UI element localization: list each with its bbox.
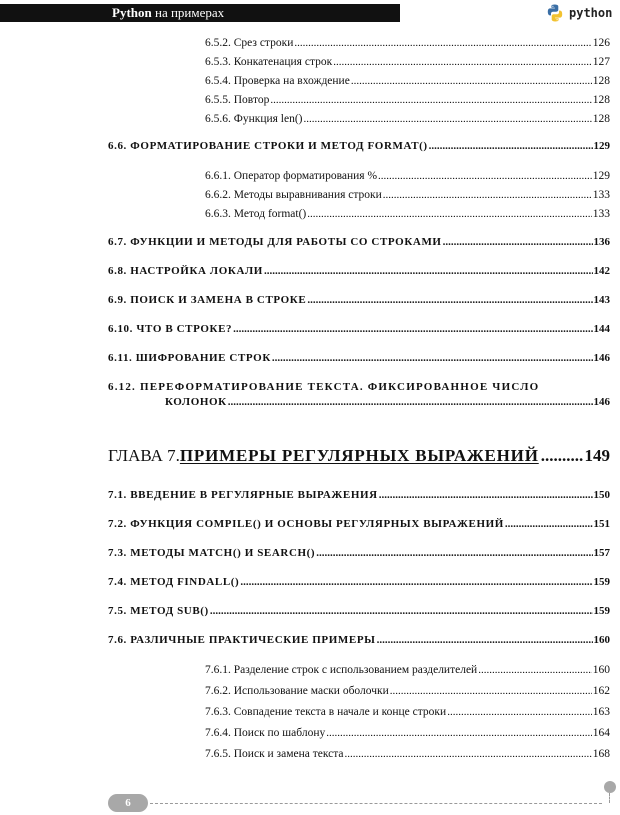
python-brand <box>545 3 612 23</box>
leader-dots <box>304 113 592 125</box>
leader-dots <box>447 706 592 718</box>
toc-section-label: 6.10. ЧТО В СТРОКЕ? <box>108 323 233 335</box>
toc-section-label: 6.8. НАСТРОЙКА ЛОКАЛИ <box>108 265 263 277</box>
toc-entry-page: 128 <box>592 75 610 87</box>
toc-section-label-line2: КОЛОНОК <box>165 396 227 408</box>
leader-dots <box>429 140 593 152</box>
toc-entry-6-5-3[interactable] <box>205 56 610 68</box>
toc-section-6-11[interactable] <box>108 352 610 364</box>
toc-entry-7-6-3[interactable] <box>205 706 610 718</box>
toc-section-label: 6.9. ПОИСК И ЗАМЕНА В СТРОКЕ <box>108 294 307 306</box>
toc-entry-page: 133 <box>592 208 610 220</box>
toc-section-page: 144 <box>593 323 610 335</box>
toc-entry-page: 162 <box>592 685 610 697</box>
toc-entry-label: 6.5.5. Повтор <box>205 94 270 106</box>
toc-entry-label: 7.6.2. Использование маски оболочки <box>205 685 389 697</box>
toc-entry-page: 129 <box>592 170 610 182</box>
toc-section-6-10[interactable] <box>108 323 610 335</box>
toc-entry-6-5-6[interactable] <box>205 113 610 125</box>
leader-dots <box>228 396 593 408</box>
toc-section-label: 7.6. РАЗЛИЧНЫЕ ПРАКТИЧЕСКИЕ ПРИМЕРЫ <box>108 634 376 646</box>
toc-entry-page: 160 <box>592 664 610 676</box>
toc-section-page: 151 <box>593 518 610 530</box>
toc-chapter-7[interactable] <box>108 446 610 466</box>
toc-section-page: 157 <box>593 547 610 559</box>
toc-entry-6-6-2[interactable] <box>205 189 610 201</box>
toc-section-label: 7.1. ВВЕДЕНИЕ В РЕГУЛЯРНЫЕ ВЫРАЖЕНИЯ <box>108 489 378 501</box>
toc-section-label: 7.5. МЕТОД SUB() <box>108 605 209 617</box>
header-title-rest: на примерах <box>151 5 225 20</box>
toc-entry-7-6-4[interactable] <box>205 727 610 739</box>
toc-entry-label: 6.6.2. Методы выравнивания строки <box>205 189 382 201</box>
toc-entry-label: 7.6.4. Поиск по шаблону <box>205 727 326 739</box>
toc-section-page: 143 <box>593 294 610 306</box>
toc-entry-6-5-5[interactable] <box>205 94 610 106</box>
toc-section-line2 <box>108 396 610 408</box>
toc-section-label-line1: 6.12. ПЕРЕФОРМАТИРОВАНИЕ ТЕКСТА. ФИКСИРОВАННОЕ ЧИСЛО <box>108 381 540 393</box>
leader-dots <box>240 576 592 588</box>
leader-dots <box>307 294 592 306</box>
leader-dots <box>505 518 593 530</box>
toc-section-label: 7.3. МЕТОДЫ MATCH() И SEARCH() <box>108 547 316 559</box>
leader-dots <box>264 265 593 277</box>
toc-section-label: 6.11. ШИФРОВАНИЕ СТРОК <box>108 352 271 364</box>
toc-entry-label: 6.5.2. Срез строки <box>205 37 294 49</box>
toc-section-page: 150 <box>593 489 610 501</box>
toc-entry-page: 163 <box>592 706 610 718</box>
footer-dashed-line <box>150 803 602 804</box>
leader-dots <box>541 446 583 466</box>
page-number-badge: 6 <box>108 794 148 812</box>
toc-section-6-7[interactable] <box>108 236 610 248</box>
header-title-bold: Python <box>112 5 152 20</box>
toc-entry-label: 6.5.3. Конкатенация строк <box>205 56 333 68</box>
leader-dots <box>316 547 592 559</box>
toc-section-page: 146 <box>593 396 610 408</box>
toc-section-7-2[interactable] <box>108 518 610 530</box>
leader-dots <box>210 605 593 617</box>
toc-section-page: 146 <box>593 352 610 364</box>
toc-section-label: 7.4. МЕТОД FINDALL() <box>108 576 240 588</box>
footer-dot-icon <box>604 781 616 793</box>
toc-entry-label: 7.6.1. Разделение строк с использованием разделителей <box>205 664 478 676</box>
leader-dots <box>379 489 593 501</box>
toc-section-page: 129 <box>593 140 610 152</box>
toc-section-page: 159 <box>593 576 610 588</box>
toc-section-7-3[interactable] <box>108 547 610 559</box>
toc-section-6-9[interactable] <box>108 294 610 306</box>
toc-entry-7-6-5[interactable] <box>205 748 610 760</box>
toc-section-7-4[interactable] <box>108 576 610 588</box>
toc-entry-page: 133 <box>592 189 610 201</box>
toc-section-6-12[interactable] <box>108 381 610 408</box>
chapter-prefix: ГЛАВА 7. <box>108 446 180 465</box>
toc-section-label: 6.6. ФОРМАТИРОВАНИЕ СТРОКИ И МЕТОД FORMAT() <box>108 140 428 152</box>
leader-dots <box>390 685 592 697</box>
toc-entry-7-6-1[interactable] <box>205 664 610 676</box>
toc-entry-label: 6.6.1. Оператор форматирования % <box>205 170 378 182</box>
toc-section-label: 6.7. ФУНКЦИИ И МЕТОДЫ ДЛЯ РАБОТЫ СО СТРОКАМИ <box>108 236 442 248</box>
toc-section-6-6[interactable] <box>108 140 610 152</box>
leader-dots <box>270 94 591 106</box>
toc-entry-7-6-2[interactable] <box>205 685 610 697</box>
toc-entry-page: 164 <box>592 727 610 739</box>
toc-entry-6-5-4[interactable] <box>205 75 610 87</box>
python-logo-icon <box>545 3 565 23</box>
toc-entry-label: 6.5.6. Функция len() <box>205 113 303 125</box>
toc-section-page: 160 <box>593 634 610 646</box>
footer-dashed-connector <box>609 793 611 803</box>
leader-dots <box>383 189 592 201</box>
toc-section-6-8[interactable] <box>108 265 610 277</box>
toc-entry-6-6-1[interactable] <box>205 170 610 182</box>
toc-section-page: 136 <box>593 236 610 248</box>
chapter-page: 149 <box>584 446 610 465</box>
leader-dots <box>333 56 592 68</box>
toc-entry-page: 128 <box>592 94 610 106</box>
toc-entry-label: 7.6.5. Поиск и замена текста <box>205 748 344 760</box>
leader-dots <box>307 208 591 220</box>
toc-entry-6-5-2[interactable] <box>205 37 610 49</box>
leader-dots <box>233 323 592 335</box>
toc-section-7-1[interactable] <box>108 489 610 501</box>
toc-section-page: 142 <box>593 265 610 277</box>
toc-section-7-5[interactable] <box>108 605 610 617</box>
toc-entry-label: 7.6.3. Совпадение текста в начале и конце строки <box>205 706 447 718</box>
toc-entry-6-6-3[interactable] <box>205 208 610 220</box>
leader-dots <box>272 352 593 364</box>
running-header <box>112 4 224 22</box>
toc-entry-label: 6.5.4. Проверка на вхождение <box>205 75 350 87</box>
toc-entry-page: 127 <box>592 56 610 68</box>
leader-dots <box>294 37 591 49</box>
toc-section-7-6[interactable] <box>108 634 610 646</box>
toc-entry-page: 168 <box>592 748 610 760</box>
brand-text: python <box>569 6 613 20</box>
leader-dots <box>443 236 593 248</box>
toc-entry-label: 6.6.3. Метод format() <box>205 208 307 220</box>
toc-section-label: 7.2. ФУНКЦИЯ COMPILE() И ОСНОВЫ РЕГУЛЯРНЫХ ВЫРАЖЕНИЙ <box>108 518 504 530</box>
toc-entry-page: 126 <box>592 37 610 49</box>
leader-dots <box>478 664 592 676</box>
leader-dots <box>378 170 592 182</box>
leader-dots <box>345 748 592 760</box>
leader-dots <box>326 727 592 739</box>
toc-entry-page: 128 <box>592 113 610 125</box>
leader-dots <box>377 634 593 646</box>
leader-dots <box>351 75 592 87</box>
toc-section-page: 159 <box>593 605 610 617</box>
chapter-title: ПРИМЕРЫ РЕГУЛЯРНЫХ ВЫРАЖЕНИЙ <box>179 446 539 465</box>
